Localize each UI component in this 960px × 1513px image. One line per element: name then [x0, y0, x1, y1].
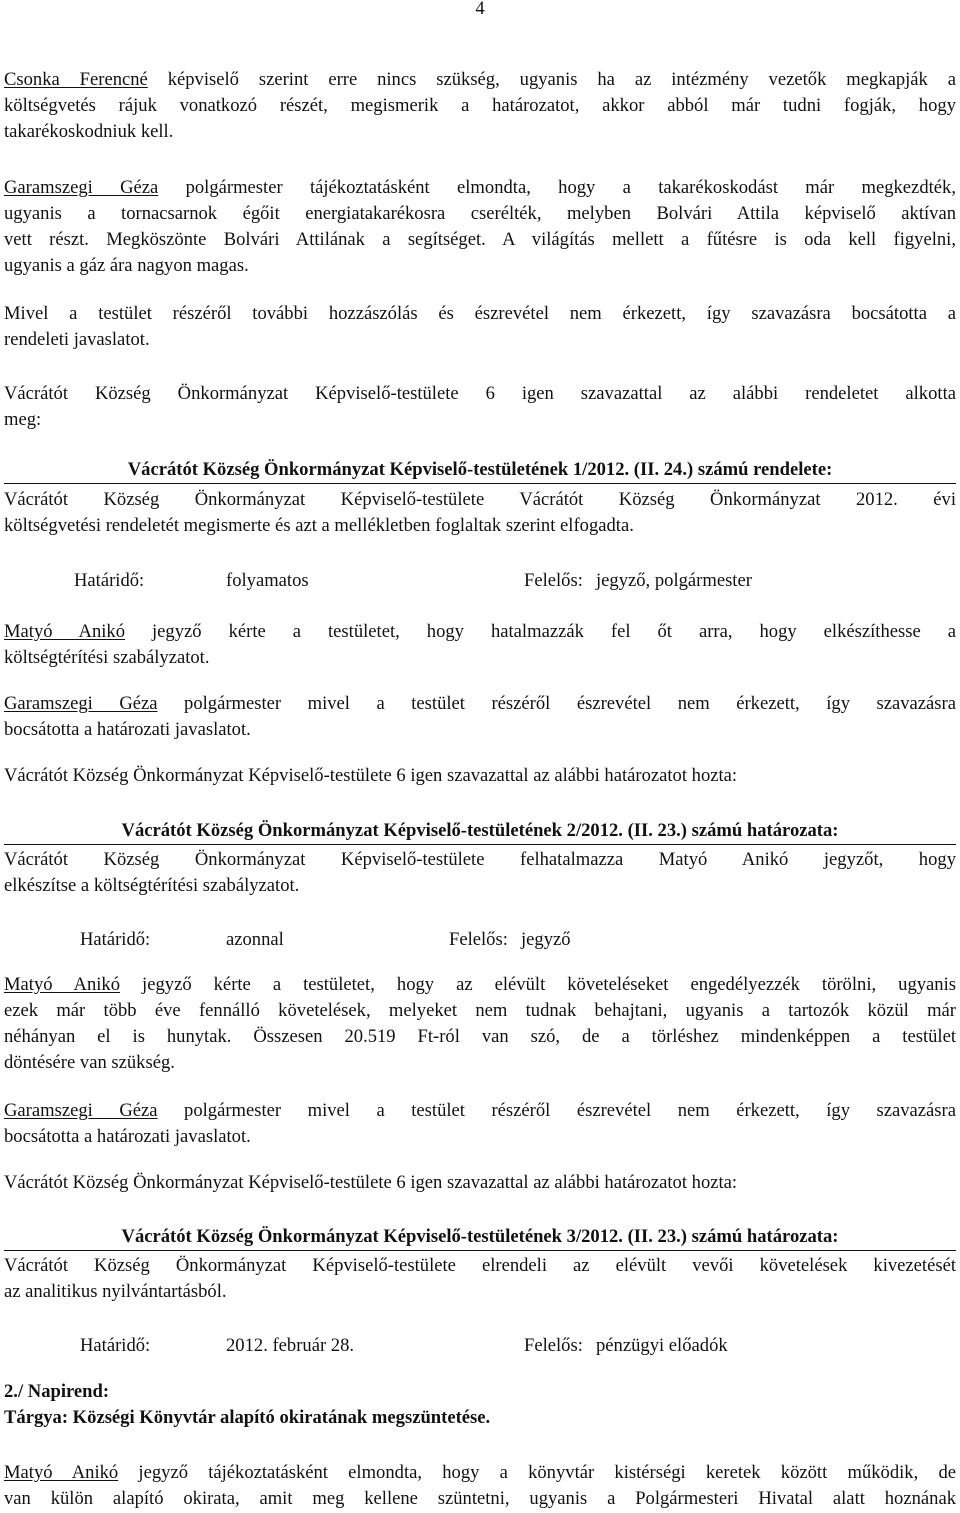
resolution-body	[4, 1253, 956, 1305]
text-line: néhányan el is hunytak. Összesen 20.519 Ft-ról van szó, de a törléshez mindenképpen a testület	[4, 1026, 956, 1047]
paragraph-garamszegi-1	[4, 175, 956, 279]
text-line: bocsátotta a határozati javaslatot.	[4, 1126, 251, 1147]
deadline-value: azonnal	[226, 929, 284, 950]
person-name: Matyó Anikó	[4, 1462, 119, 1483]
text-line: vett részt. Megköszönte Bolvári Attilának a segítséget. A világítás mellett a fűtésre is oda kell figyelni,	[4, 229, 956, 250]
text-line: jegyző kérte a testületet, hogy az elévült követeléseket engedélyezzék törölni, ugyanis	[120, 974, 956, 995]
text-line: ezek már több éve fennálló követelések, melyeket nem tudnak behajtani, ugyanis a tartozók közül már	[4, 1000, 956, 1021]
text-line: polgármester mivel a testület részéről észrevétel nem érkezett, így szavazásra	[157, 1100, 956, 1121]
text-line: ugyanis a tornacsarnok égőit energiatakarékosra cserélték, melyben Bolvári Attila képviselő aktívan	[4, 203, 956, 224]
paragraph-garamszegi-3	[4, 1098, 956, 1150]
responsible-label: Felelős:	[524, 570, 583, 591]
text-line: képviselő szerint erre nincs szükség, ugyanis ha az intézmény vezetők megkapják a	[147, 69, 956, 90]
text-line: jegyző tájékoztatásként elmondta, hogy a könyvtár kistérségi keretek között működik, de	[118, 1462, 956, 1483]
resolution-heading: Vácrátót Község Önkormányzat Képviselő-testületének 3/2012. (II. 23.) számú határozata:	[121, 1226, 839, 1247]
paragraph-vote-result-2: Vácrátót Község Önkormányzat Képviselő-testülete 6 igen szavazattal az alábbi határozatot hozta:	[4, 765, 738, 786]
responsible-value: jegyző, polgármester	[596, 570, 752, 591]
text-line: rendeleti javaslatot.	[4, 329, 150, 350]
responsible-label: Felelős:	[449, 929, 508, 950]
paragraph-garamszegi-2	[4, 691, 956, 743]
person-name: Garamszegi Géza	[4, 693, 158, 714]
text-line: elkészítse a költségtérítési szabályzatot.	[4, 875, 300, 896]
paragraph-csonka	[4, 67, 956, 145]
responsible-value: pénzügyi előadók	[596, 1335, 728, 1356]
person-name: Matyó Anikó	[4, 621, 126, 642]
paragraph-matyo-1	[4, 619, 956, 671]
heading-rule	[4, 483, 956, 484]
deadline-value: folyamatos	[226, 570, 309, 591]
deadline-row	[0, 927, 960, 953]
decree-body	[4, 487, 956, 539]
resolution-body	[4, 847, 956, 899]
text-line: bocsátotta a határozati javaslatot.	[4, 719, 251, 740]
resolution-heading: Vácrátót Község Önkormányzat Képviselő-testületének 2/2012. (II. 23.) számú határozata:	[121, 820, 839, 841]
paragraph-matyo-2	[4, 972, 956, 1076]
responsible-label: Felelős:	[524, 1335, 583, 1356]
deadline-row	[0, 568, 960, 594]
text-line: Vácrátót Község Önkormányzat Képviselő-testülete felhatalmazza Matyó Anikó jegyzőt, hogy	[4, 849, 956, 870]
deadline-label: Határidő:	[74, 570, 145, 591]
paragraph-vote-result-3: Vácrátót Község Önkormányzat Képviselő-testülete 6 igen szavazattal az alábbi határozatot hozta:	[4, 1172, 738, 1193]
person-name: Csonka Ferencné	[4, 69, 148, 90]
deadline-value: 2012. február 28.	[226, 1335, 355, 1356]
text-line: polgármester tájékoztatásként elmondta, hogy a takarékoskodást már megkezdték,	[158, 177, 956, 198]
person-name: Matyó Anikó	[4, 974, 121, 995]
deadline-label: Határidő:	[80, 929, 151, 950]
paragraph-matyo-3	[4, 1460, 956, 1512]
agenda-subject: Tárgya: Községi Könyvtár alapító okiratának megszüntetése.	[4, 1407, 491, 1428]
responsible-value: jegyző	[521, 929, 571, 950]
decree-heading: Vácrátót Község Önkormányzat Képviselő-testületének 1/2012. (II. 24.) számú rendelete:	[127, 459, 833, 480]
text-line: költségtérítési szabályzatot.	[4, 647, 210, 668]
text-line: Vácrátót Község Önkormányzat Képviselő-testülete 6 igen szavazattal az alábbi rendeletet alkotta	[4, 383, 956, 404]
heading-rule	[4, 1250, 956, 1251]
text-line: ugyanis a gáz ára nagyon magas.	[4, 255, 249, 276]
text-line: Vácrátót Község Önkormányzat Képviselő-testülete elrendeli az elévült vevői követelések kivezetését	[4, 1255, 956, 1276]
deadline-row	[0, 1333, 960, 1359]
paragraph-vote-call	[4, 301, 956, 353]
text-line: takarékoskodniuk kell.	[4, 121, 174, 142]
deadline-label: Határidő:	[80, 1335, 151, 1356]
paragraph-vote-result	[4, 381, 956, 433]
text-line: Mivel a testület részéről további hozzászólás és észrevétel nem érkezett, így szavazásra bocsátotta a	[4, 303, 956, 324]
heading-rule	[4, 844, 956, 845]
person-name: Garamszegi Géza	[4, 177, 159, 198]
text-line: az analitikus nyilvántartásból.	[4, 1281, 227, 1302]
text-line: Vácrátót Község Önkormányzat Képviselő-testülete Vácrátót Község Önkormányzat 2012. évi	[4, 489, 956, 510]
text-line: jegyző kérte a testületet, hogy hatalmazzák fel őt arra, hogy elkészíthesse a	[125, 621, 957, 642]
text-line: polgármester mivel a testület részéről észrevétel nem érkezett, így szavazásra	[157, 693, 956, 714]
text-line: van külön alapító okirata, amit meg kellene szüntetni, ugyanis a Polgármesteri Hivatal alatt hoznának	[4, 1488, 956, 1509]
text-line: döntésére van szükség.	[4, 1052, 175, 1073]
text-line: költségvetés rájuk vonatkozó részét, megismerik a határozatot, akkor abból már tudni fogják, hogy	[4, 95, 956, 116]
agenda-item: 2./ Napirend:	[4, 1381, 110, 1402]
page-number: 4	[475, 0, 485, 19]
text-line: költségvetési rendeletét megismerte és azt a mellékletben foglaltak szerint elfogadta.	[4, 515, 634, 536]
person-name: Garamszegi Géza	[4, 1100, 158, 1121]
text-line: meg:	[4, 409, 42, 430]
